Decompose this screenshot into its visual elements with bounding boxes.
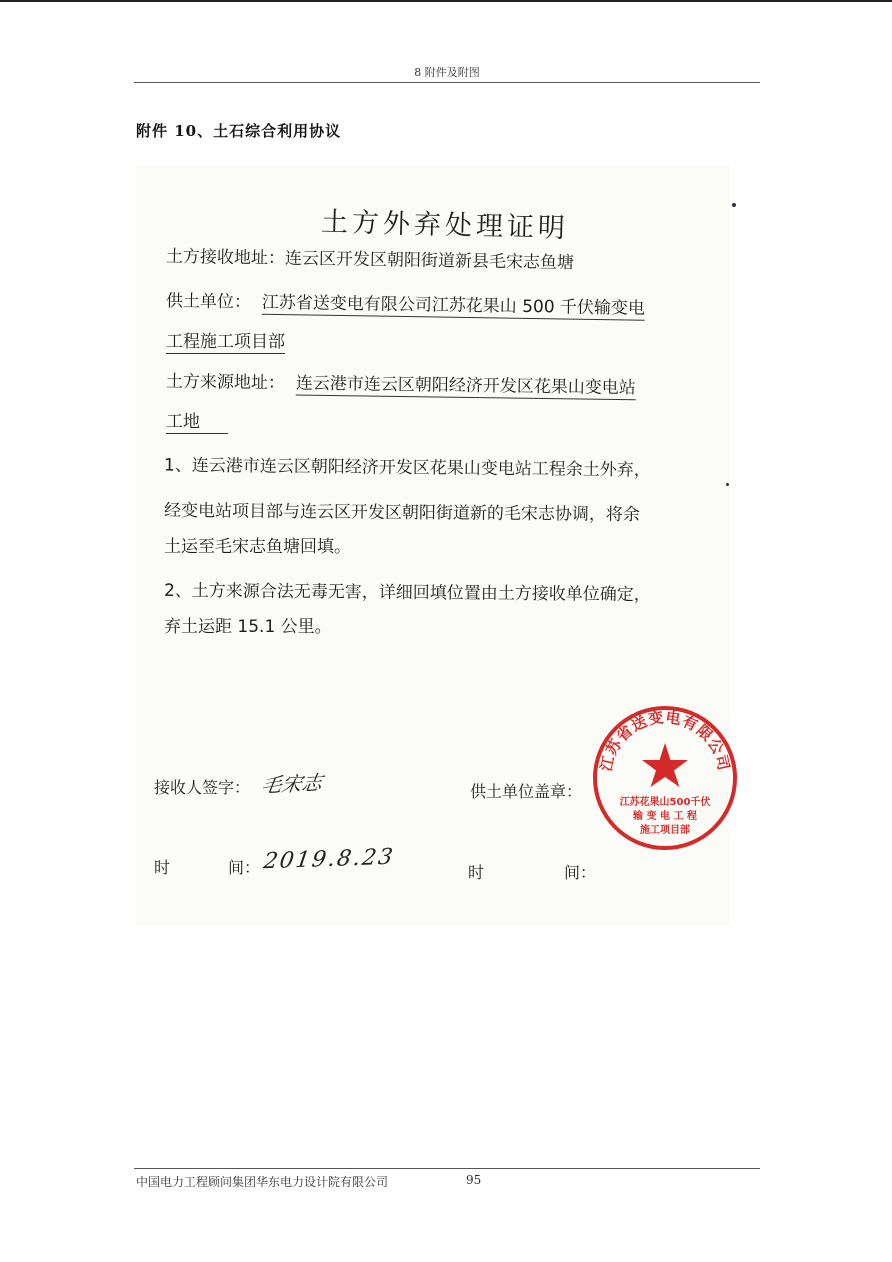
footer-rule (134, 1168, 760, 1169)
paragraph-1-line-2: 经变电站项目部与连云区开发区朝阳街道新的毛宋志协调，将余 (163, 500, 641, 526)
source-value-cont: 工地 (166, 412, 228, 434)
receive-address-value: 连云区开发区朝阳街道新县毛宋志鱼塘 (284, 248, 575, 274)
receiver-time-label-b: 间： (228, 858, 261, 877)
source-line-cont (166, 407, 228, 432)
scan-top-edge (0, 0, 892, 2)
source-line (166, 367, 636, 399)
source-value: 连云港市连云区朝阳经济开发区花果山变电站 (295, 373, 636, 399)
seal-inner-line-2: 输 变 电 工 程 (633, 811, 697, 822)
receive-address-label: 土方接收地址： (165, 246, 286, 269)
scan-speck (732, 203, 736, 207)
scan-speck (726, 483, 729, 486)
seal-inner-line-3: 施工项目部 (640, 825, 690, 836)
paragraph-2-line-1: 2、土方来源合法无毒无害，详细回填位置由土方接收单位确定， (163, 580, 651, 606)
seal-inner-line-1: 江苏花果山500千伏 (619, 797, 711, 808)
supplier-line (166, 286, 645, 319)
supplier-line-cont (166, 327, 285, 352)
seal-star-icon (642, 743, 688, 787)
footer-page-number: 95 (466, 1173, 482, 1187)
receiver-signature: 毛宋志 (259, 770, 324, 798)
paragraph-1-line-1: 1、连云港市连云区朝阳经济开发区花果山变电站工程余土外弃， (163, 455, 651, 481)
running-header: 8 附件及附图 (414, 66, 480, 79)
attachment-title: 附件 10、土石综合利用协议 (136, 122, 342, 140)
supplier-time-label-a: 时 (468, 863, 485, 882)
supplier-seal-label: 供土单位盖章： (470, 782, 583, 801)
paragraph-1-line-3: 土运至毛宋志鱼塘回填。 (164, 537, 351, 557)
header-rule (134, 82, 760, 83)
company-seal (590, 703, 740, 853)
supplier-label: 供土单位： (165, 291, 252, 313)
document-title: 土方外弃处理证明 (320, 206, 570, 245)
supplier-value-cont: 工程施工项目部 (166, 332, 285, 352)
receiver-date: 2019.8.23 (261, 844, 397, 875)
receiver-sign-label: 接收人签字： (154, 778, 251, 797)
receiver-time-label-a: 时 (154, 858, 171, 877)
supplier-value: 江苏省送变电有限公司江苏花果山 500 千伏输变电 (261, 292, 646, 319)
scanned-certificate (136, 165, 734, 925)
receive-address-line (166, 242, 574, 273)
seal-outer-text: 江苏省送变电有限公司 (596, 708, 734, 773)
paragraph-2-line-2: 弃土运距 15.1 公里。 (164, 617, 332, 637)
source-label: 土方来源地址： (165, 371, 286, 394)
supplier-time-label-b: 间： (564, 863, 597, 882)
footer-organization: 中国电力工程顾问集团华东电力设计院有限公司 (136, 1175, 389, 1189)
